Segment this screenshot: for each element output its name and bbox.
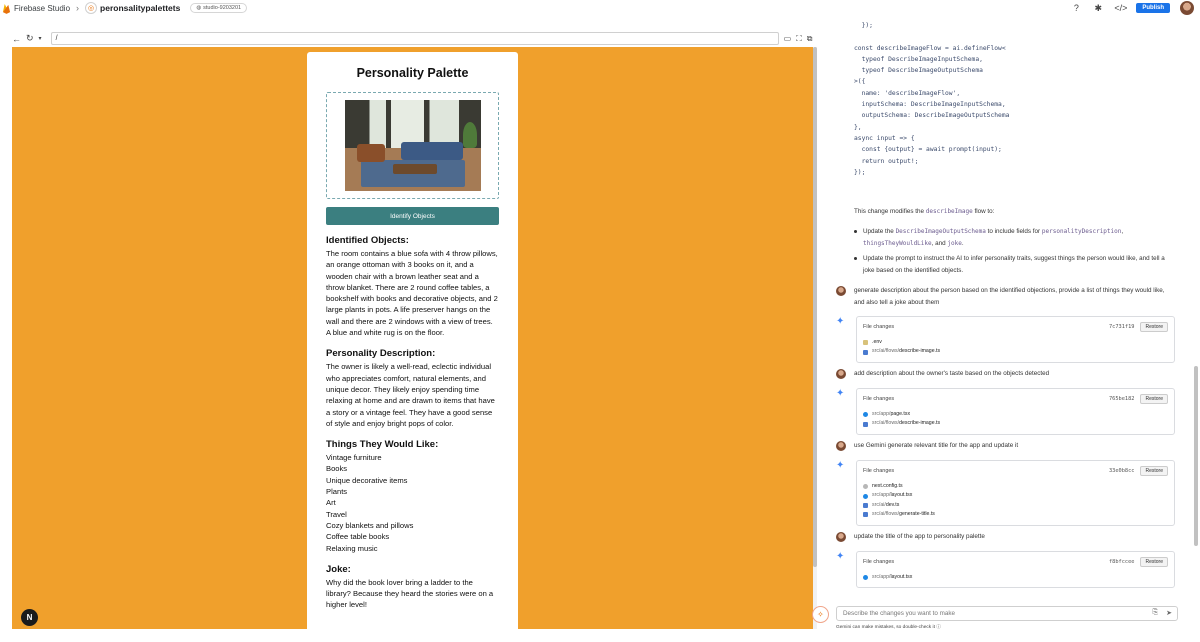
list-item: Travel bbox=[326, 509, 347, 519]
brand-name: Firebase Studio bbox=[14, 3, 71, 13]
chevron-right-icon: › bbox=[76, 3, 80, 13]
next-dev-tools-button[interactable]: N bbox=[21, 609, 38, 626]
chat-input-row bbox=[817, 604, 1200, 624]
list-item: Cozy blankets and pillows bbox=[326, 520, 414, 530]
chat-scrollbar[interactable] bbox=[1194, 366, 1198, 546]
preview-url-bar bbox=[12, 31, 817, 46]
commit-hash: 7c731f19 bbox=[1108, 324, 1135, 330]
file-icon bbox=[863, 412, 868, 417]
list-item: Update the prompt to instruct the AI to infer personality traits, suggest things the person would like, and tell a joke based on the identified objects. bbox=[854, 253, 1176, 276]
file-entry[interactable]: src/ai/flows/ generate-title.ts bbox=[863, 510, 1168, 519]
fullscreen-icon[interactable]: ⛶ bbox=[796, 33, 802, 43]
url-input[interactable]: / bbox=[51, 32, 779, 45]
code-block: }); const describeImageFlow = ai.defineFlow< typeof DescribeImageInputSchema, typeof DescribeImageOutputSchema >({ name: 'describeImageFlow', inputSchema: DescribeImageInputSchema, outputSchema: DescribeImageOutputSchema }, async input => { const {output} = await prompt(input); return output!; }); bbox=[854, 22, 1010, 176]
app-card bbox=[307, 52, 518, 642]
uploaded-room-image bbox=[345, 100, 481, 191]
ai-sparkle-button[interactable]: ✧ bbox=[812, 606, 829, 623]
file-icon bbox=[863, 340, 868, 345]
commit-hash: f8bfccee bbox=[1108, 559, 1135, 565]
bug-icon[interactable]: ✱ bbox=[1094, 2, 1103, 13]
file-changes-card bbox=[856, 316, 1175, 363]
things-they-would-like-section bbox=[326, 439, 499, 554]
disclaimer: Gemini can make mistakes, so double-check it ⓘ bbox=[836, 625, 942, 630]
project-name[interactable]: peronsalitypalettets bbox=[100, 3, 181, 13]
message-text: add description about the owner's taste based on the objects detected bbox=[854, 370, 1050, 377]
user-avatar bbox=[836, 286, 846, 296]
workspace-icon: ◍ bbox=[196, 5, 202, 11]
chevron-down-icon[interactable]: ▾ bbox=[38, 36, 42, 42]
user-avatar bbox=[836, 369, 846, 379]
file-changes-card bbox=[856, 551, 1175, 588]
section-body: The room contains a blue sofa with 4 throw pillows, an orange ottoman with 3 books on it, and a wooden chair with a brown leather seat and a throw blanket. There are 2 round coffee tables, a bookshelf with books and decorative objects, and 2 large plants in pots. A life preserver hangs on the wall and there are 2 windows with a view of trees. A blue and white rug is on the floor. bbox=[326, 249, 498, 338]
assistant-summary: This change modifies the describeImage flow to: bbox=[854, 208, 995, 215]
file-changes-label: File changes bbox=[863, 324, 895, 330]
list-item: Art bbox=[326, 498, 336, 508]
gemini-sparkle-icon: ✦ bbox=[836, 388, 845, 399]
gemini-sparkle-icon: ✦ bbox=[836, 316, 845, 327]
file-changes-card bbox=[856, 388, 1175, 435]
restore-button[interactable]: Restore bbox=[1140, 466, 1168, 476]
section-heading: Personality Description: bbox=[326, 348, 436, 360]
file-entry[interactable]: src/ai/ dev.ts bbox=[863, 501, 1168, 510]
file-icon bbox=[863, 575, 868, 580]
info-icon: ⓘ bbox=[936, 625, 942, 630]
restore-button[interactable]: Restore bbox=[1140, 322, 1168, 332]
user-message bbox=[836, 285, 1176, 308]
section-body: The owner is likely a well-read, eclectic individual who appreciates comfort, natural elements, and unique decor. They likely enjoy spending time relaxing at home and are drawn to items that have a story or a vintage feel. They have a good sense of style and enjoy bright pops of color. bbox=[326, 362, 495, 428]
personality-description-section bbox=[326, 348, 499, 429]
file-icon bbox=[863, 484, 868, 489]
user-message bbox=[836, 368, 1176, 380]
chat-input[interactable]: Describe the changes you want to make bbox=[836, 606, 1178, 621]
workspace-badge[interactable] bbox=[190, 3, 247, 13]
user-avatar bbox=[836, 532, 846, 542]
chat-panel bbox=[817, 16, 1200, 630]
gemini-sparkle-icon: ✦ bbox=[836, 551, 845, 562]
list-item: Update the DescribeImageOutputSchema to include fields for personalityDescription, thingsTheyWouldLike, and joke. bbox=[854, 226, 1176, 249]
gemini-sparkle-icon: ✦ bbox=[836, 460, 845, 471]
file-icon bbox=[863, 512, 868, 517]
identified-objects-section bbox=[326, 235, 499, 338]
file-changes-label: File changes bbox=[863, 396, 895, 402]
section-heading: Joke: bbox=[326, 563, 351, 575]
file-changes-card bbox=[856, 460, 1175, 526]
workspace-id: studio-9203201 bbox=[203, 5, 242, 11]
file-icon bbox=[863, 503, 868, 508]
send-icon[interactable]: ➤ bbox=[1166, 610, 1172, 617]
code-icon[interactable]: </> bbox=[1114, 3, 1128, 13]
file-entry[interactable]: src/app/ page.tsx bbox=[863, 410, 1168, 419]
list-item: Relaxing music bbox=[326, 543, 378, 553]
message-text: use Gemini generate relevant title for the app and update it bbox=[854, 442, 1019, 449]
app-title: Personality Palette bbox=[356, 66, 469, 80]
file-entry[interactable]: src/ai/flows/ describe-image.ts bbox=[863, 419, 1168, 428]
user-message bbox=[836, 531, 1176, 543]
file-entry[interactable]: next.config.ts bbox=[863, 482, 1168, 491]
project-icon: ◎ bbox=[85, 2, 97, 14]
list-item: Books bbox=[326, 464, 348, 474]
file-icon bbox=[863, 494, 868, 499]
file-icon bbox=[863, 350, 868, 355]
file-entry[interactable]: src/app/ layout.tsx bbox=[863, 491, 1168, 500]
joke-section bbox=[326, 564, 499, 611]
attach-icon[interactable]: ⎘ bbox=[1152, 609, 1159, 616]
file-entry[interactable]: src/ai/flows/ describe-image.ts bbox=[863, 347, 1168, 356]
section-heading: Things They Would Like: bbox=[326, 439, 439, 451]
avatar[interactable] bbox=[1180, 1, 1194, 15]
image-dropzone[interactable] bbox=[326, 92, 499, 199]
top-bar bbox=[0, 0, 1200, 16]
help-icon[interactable]: ? bbox=[1073, 3, 1079, 13]
restore-button[interactable]: Restore bbox=[1140, 557, 1168, 567]
user-avatar bbox=[836, 441, 846, 451]
open-new-tab-icon[interactable]: ⧉ bbox=[806, 33, 813, 43]
commit-hash: 33e0b8cc bbox=[1108, 468, 1135, 474]
list-item: Coffee table books bbox=[326, 532, 390, 542]
message-text: generate description about the person based on the identified objections, provide a list of things they would like, and also tell a joke about them bbox=[854, 287, 1165, 306]
identify-objects-button[interactable]: Identify Objects bbox=[326, 207, 499, 225]
file-icon bbox=[863, 422, 868, 427]
reload-icon[interactable]: ↻ bbox=[26, 33, 34, 43]
section-heading: Identified Objects: bbox=[326, 235, 409, 246]
back-icon[interactable]: ← bbox=[12, 33, 21, 44]
file-entry[interactable]: src/app/ layout.tsx bbox=[863, 573, 1168, 582]
app-preview bbox=[12, 47, 813, 629]
message-text: update the title of the app to personality palette bbox=[854, 533, 985, 540]
list-item: Vintage furniture bbox=[326, 453, 382, 463]
firebase-logo-icon bbox=[2, 3, 11, 14]
device-preview-icon[interactable]: ▭ bbox=[783, 33, 792, 43]
preview-scrollbar[interactable] bbox=[813, 47, 817, 629]
likes-list bbox=[326, 452, 499, 554]
file-changes-label: File changes bbox=[863, 468, 895, 474]
list-item: Plants bbox=[326, 487, 348, 497]
change-list bbox=[854, 226, 1176, 280]
section-body: Why did the book lover bring a ladder to the library? Because they heard the stories were on a higher level! bbox=[326, 577, 494, 610]
user-message bbox=[836, 440, 1176, 452]
publish-button[interactable]: Publish bbox=[1136, 3, 1170, 13]
list-item: Unique decorative items bbox=[326, 475, 408, 485]
file-changes-label: File changes bbox=[863, 559, 895, 565]
restore-button[interactable]: Restore bbox=[1140, 394, 1168, 404]
commit-hash: 765be182 bbox=[1108, 396, 1135, 402]
file-entry[interactable]: .env bbox=[863, 338, 1168, 347]
